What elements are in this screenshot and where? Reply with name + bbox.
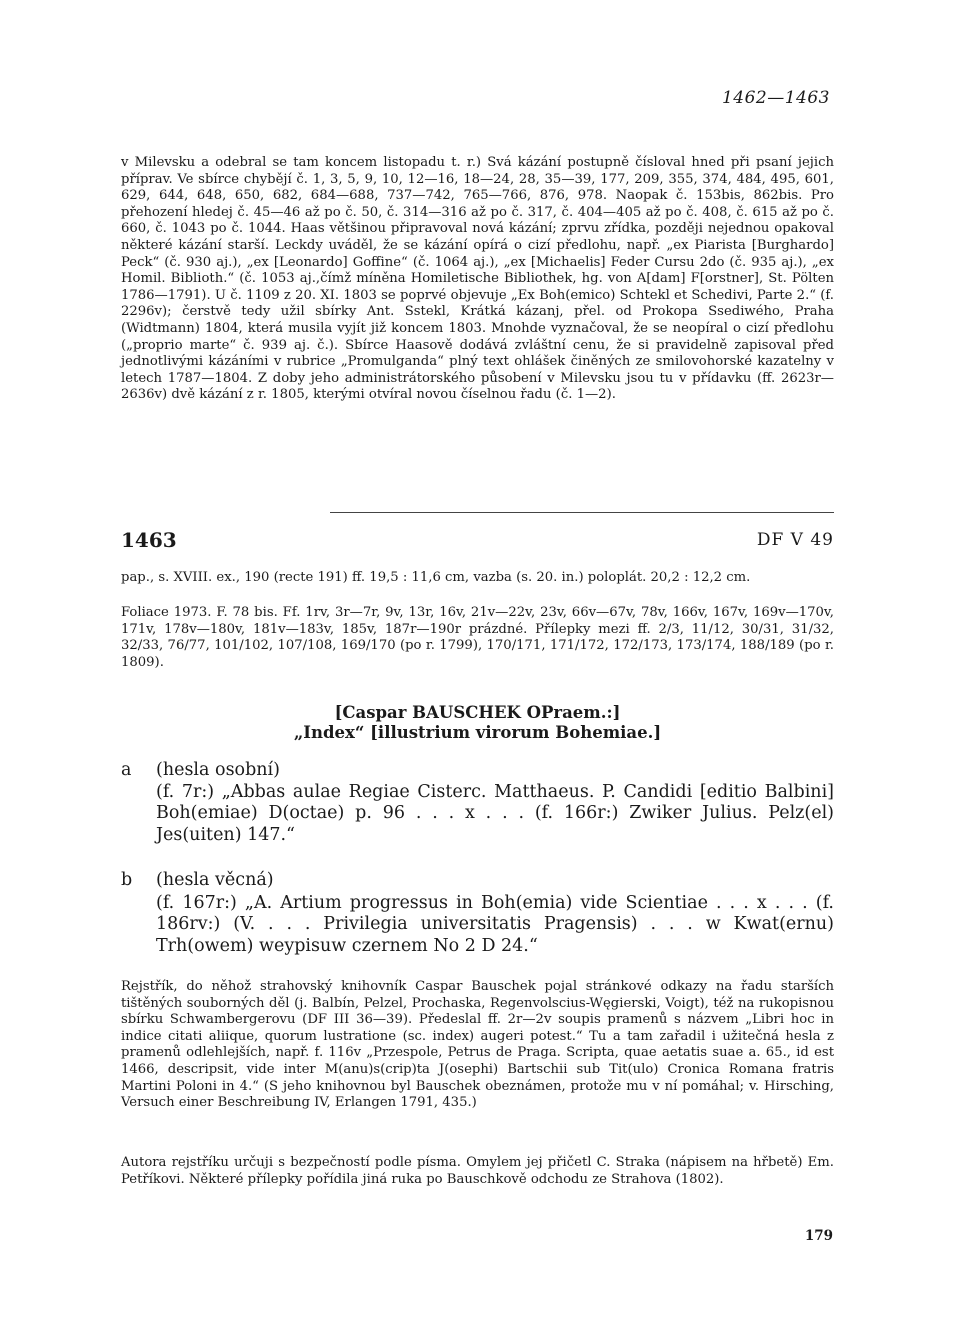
entry-number: 1463 — [121, 528, 177, 552]
index-b-text: (f. 167r:) „A. Artium progressus in Boh(emia) vide Scientiae . . . x . . . (f. 186rv:) (V. . . . Privilegia universitatis Pragensis) . . . w Kwat(ernu) Trh(owem) weypisuw czernem No 2 D 24.“ — [156, 893, 834, 956]
intro-paragraph: v Milevsku a odebral se tam koncem listopadu t. r.) Svá kázání postupně čísloval hned při psaní jejich příprav. Ve sbírce chybějí č. 1, 3, 5, 9, 10, 12—16, 18—24, 28, 35—39, 177, 209, 355, 374, 484, 495, 601, 629, 644, 648, 650, 682, 684—688, 737—742, 765—766, 876, 978. Naopak č. 153bis, 862bis. Pro přehození hledej č. 45—46 až po č. 50, č. 314—316 až po č. 317, č. 404—405 až po č. 408, č. 615 až po č. 660, č. 1043 po č. 1044. Haas většinou připravoval nová kázání; zprvu zřídka, později nejednou opakoval některé kázání starší. Leckdy uváděl, že se kázání opírá o cizí předlohu, např. „ex Piarista [Burghardo] Peck“ (č. 930 aj.), „ex [Leonardo] Goffine“ (č. 1064 aj.), „ex [Michaelis] Feder Cursu 2do (č. 935 aj.), „ex Homil. Biblioth.“ (č. 1053 aj.,čímž míněna Homiletische Bibliothek, hg. von A[dam] F[orstner], St. Pölten 1786—1791). U č. 1109 z 20. XI. 1803 se poprvé objevuje „Ex Boh(emico) Schtekl et Schedivi, Parte 2.“ (f. 2296v); čerstvě tedy užil sbírky Ant. Sstekl, Krátká kázanj, přel. od Prokopa Ssediwého, Praha (Widtmann) 1804, která musila vyjít již koncem 1803. Mnohde vyznačoval, že se neopíral o cizí předlohu („proprio marte“ č. 939 aj. č.). Sbírce Haasově dodává zvláštní cenu, že si pravidelně zapisoval před jednotlivými kázáními v rubrice „Promulganda“ plný text ohlášek činěných ze smilovohorské kazatelny v letech 1787—1804. Z doby jeho administrátorského působení v Milevsku jsou tu v přídavku (ff. 2623r—2636v) dvě kázání z r. 1805, kterými otvíral novou číselnou řadu (č. 1—2). — [121, 155, 834, 403]
section-divider — [330, 512, 834, 513]
index-a-letter: a — [121, 760, 132, 780]
index-b-heading: (hesla věcná) — [156, 870, 274, 890]
foliation-paragraph: Foliace 1973. F. 78 bis. Ff. 1rv, 3r—7r, 9v, 13r, 16v, 21v—22v, 23v, 66v—67v, 78v, 166v, 167v, 169v—170v, 171v, 178v—180v, 181v—183v, 185v, 187r—190r prázdné. Přílepky mezi ff. 2/3, 11/12, 30/31, 31/32, 32/33, 76/77, 101/102, 107/108, 169/170 (po r. 1799), 170/171, 171/172, 172/173, 173/174, 188/189 (po r. 1809). — [121, 605, 834, 670]
title-line: „Index“ [illustrium virorum Bohemiae.] — [293, 723, 662, 742]
page-number: 179 — [804, 1228, 833, 1244]
note-paragraph-2: Autora rejstříku určuji s bezpečností podle písma. Omylem jej přičetl C. Straka (nápisem na hřbetě) Em. Petříkovi. Některé přílepky pořídila jiná ruka po Bauschkově odchodu ze Strahova (1802). — [121, 1155, 834, 1187]
author-line: [Caspar BAUSCHEK OPraem.:] — [334, 703, 621, 722]
shelfmark: DF V 49 — [756, 530, 834, 550]
index-a-heading: (hesla osobní) — [156, 760, 280, 780]
note-paragraph-1: Rejstřík, do něhož strahovský knihovník Caspar Bauschek pojal stránkové odkazy na řadu starších tištěných souborných děl (j. Balbín, Pelzel, Prochaska, Regenvolscius-Węgierski, Voigt), též na rukopisnou sbírku Schwambergerovu (DF III 36—39). Předeslal ff. 2r—2v soupis pramenů s názvem „Libri hoc in indice citati aliique, quorum lustratione (sc. index) augeri potest.“ Tu a tam zařadil i užitečná hesla z pramenů odlehlejších, např. f. 116v „Przespole, Petrus de Praga. Scripta, quae aetatis suae a. 65., id est 1466, descripsit, vide inter M(anu)s(crip)ta J(osephi) Bartschii sub Tit(ulo) Cronica Romana fratris Martini Poloni in 4.“ (S jeho knihovnou byl Bauschek obeznámen, protože mu v ní pomáhal; v. Hirsching, Versuch einer Beschreibung IV, Erlangen 1791, 435.) — [121, 979, 834, 1111]
running-head: 1462—1463 — [721, 88, 830, 108]
index-b-letter: b — [121, 870, 133, 890]
index-a-text: (f. 7r:) „Abbas aulae Regiae Cisterc. Matthaeus. P. Candidi [editio Balbini] Boh(emiae) D(octae) p. 96 . . . x . . . (f. 166r:) Zwiker Julius. Pelz(el) Jes(uiten) 147.“ — [156, 782, 834, 845]
work-title — [121, 703, 834, 743]
physical-description: pap., s. XVIII. ex., 190 (recte 191) ff. 19,5 : 11,6 cm, vazba (s. 20. in.) poloplát. 20,2 : 12,2 cm. — [121, 570, 751, 585]
